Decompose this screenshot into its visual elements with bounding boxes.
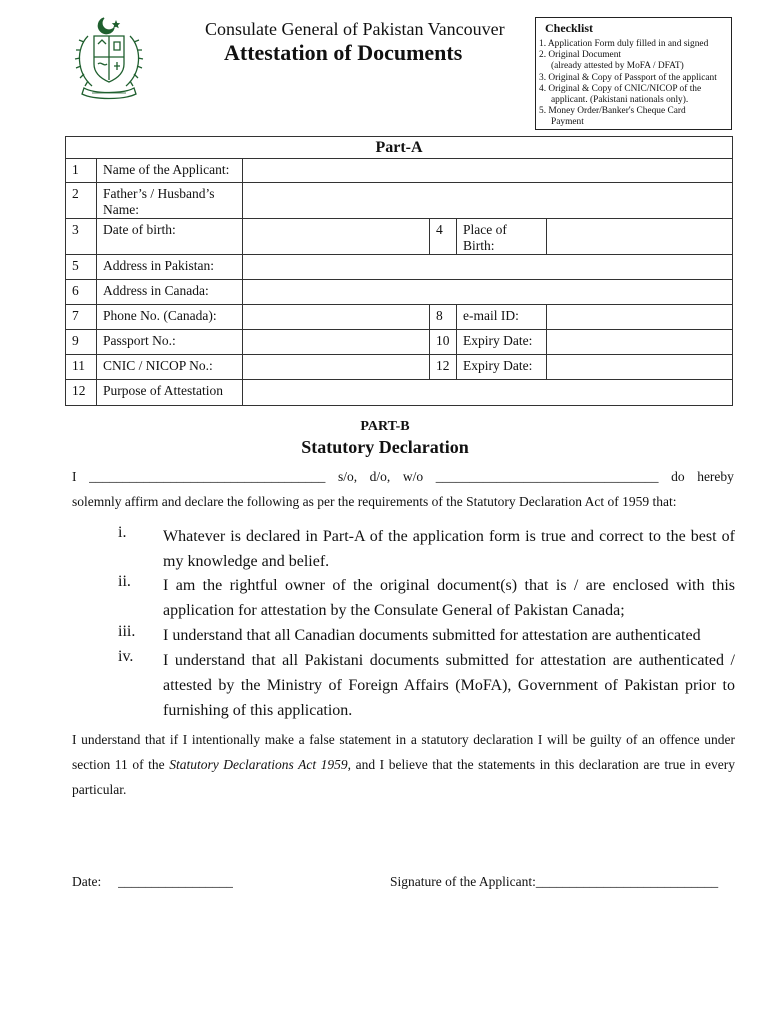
row-number: 3 — [66, 219, 97, 255]
item-text: Whatever is declared in Part-A of the application form is true and correct to the best of my knowledge and belief. — [163, 528, 735, 570]
row-number: 1 — [66, 159, 97, 183]
signature-line — [390, 874, 718, 890]
checklist-item: applicant. (Pakistani nationals only). — [551, 95, 689, 106]
purpose-label: Purpose of Attestation — [97, 380, 243, 406]
applicant-name-field[interactable] — [243, 159, 733, 183]
part-a-table — [65, 136, 733, 406]
signature-field[interactable]: ___________________________ — [535, 874, 719, 889]
warning-text-end: , and I believe that the statements in this declaration are true in every particular. — [72, 757, 735, 797]
part-b-title: Statutory Declaration — [301, 437, 469, 457]
declaration-intro: solemnly affirm and declare the following as per the requirements of the Statutory Declaration Act of 1959 that: — [72, 494, 677, 509]
passport-no-field[interactable] — [243, 330, 430, 355]
do-word: do — [671, 469, 685, 484]
checklist-item: 5. Money Order/Banker's Cheque Card — [539, 106, 686, 117]
passport-expiry-field[interactable] — [547, 330, 733, 355]
item-text: I understand that all Pakistani documents submitted for attestation are authenticated / attested by the Ministry of Foreign Affairs (MoFA), Government of Pakistan prior to furnishing of this application. — [163, 652, 735, 719]
phone-canada-label: Phone No. (Canada): — [97, 305, 243, 330]
passport-no-label: Passport No.: — [97, 330, 243, 355]
item-text: I am the rightful owner of the original document(s) that is / are enclosed with this application for attestation by the Consulate General of Pakistan Canada; — [163, 577, 735, 619]
consulate-name: Consulate General of Pakistan Vancouver — [205, 19, 505, 39]
wo-text: w/o — [402, 469, 424, 484]
address-pakistan-field[interactable] — [243, 255, 733, 280]
checklist-title: Checklist — [545, 21, 593, 35]
item-numeral: iv. — [118, 648, 134, 665]
false-statement-warning — [72, 727, 735, 802]
purpose-field[interactable] — [243, 380, 733, 406]
do-text: d/o, — [369, 469, 391, 484]
item-numeral: i. — [118, 524, 127, 541]
checklist-item: 3. Original & Copy of Passport of the applicant — [539, 72, 717, 83]
checklist-box — [535, 17, 732, 130]
relation-name-blank[interactable]: _________________________________ — [435, 469, 659, 484]
checklist-item: 2. Original Document — [539, 50, 622, 61]
pakistan-state-emblem-icon — [70, 14, 148, 102]
checklist-item: (already attested by MoFA / DFAT) — [551, 61, 684, 72]
row-number: 4 — [430, 219, 457, 255]
date-of-birth-label: Date of birth: — [97, 219, 243, 255]
row-number: 10 — [430, 330, 457, 355]
row-number: 5 — [66, 255, 97, 280]
checklist-item: 1. Application Form duly filled in and signed — [539, 39, 709, 49]
warning-text: I understand that if I intentionally make a false statement in a statutory declaration I will be guilty of an offence under section 11 of the — [72, 732, 735, 772]
checklist-item: 4. Original & Copy of CNIC/NICOP of the — [539, 83, 702, 94]
date-label: Date: — [72, 874, 102, 889]
date-of-birth-field[interactable] — [243, 219, 430, 255]
cnic-nicop-field[interactable] — [243, 355, 430, 380]
row-number: 12 — [66, 380, 97, 406]
row-number: 12 — [430, 355, 457, 380]
father-husband-name-label: Father’s / Husband’s Name: — [97, 183, 243, 219]
row-number: 6 — [66, 280, 97, 305]
item-numeral: iii. — [118, 623, 136, 640]
row-number: 9 — [66, 330, 97, 355]
cnic-expiry-label: Expiry Date: — [457, 355, 547, 380]
place-of-birth-label: Place of Birth: — [457, 219, 547, 255]
father-husband-name-field[interactable] — [243, 183, 733, 219]
applicant-name-label: Name of the Applicant: — [97, 159, 243, 183]
row-number: 7 — [66, 305, 97, 330]
act-name: Statutory Declarations Act 1959 — [169, 757, 348, 772]
address-pakistan-label: Address in Pakistan: — [97, 255, 243, 280]
so-text: s/o, — [337, 469, 358, 484]
place-of-birth-field[interactable] — [547, 219, 733, 255]
declarant-name-blank[interactable]: ___________________________________ — [89, 469, 326, 484]
address-canada-label: Address in Canada: — [97, 280, 243, 305]
cnic-expiry-field[interactable] — [547, 355, 733, 380]
hereby-word: hereby — [697, 469, 734, 484]
declaration-name-line — [72, 469, 734, 485]
part-a-heading: Part-A — [66, 137, 733, 159]
item-text: I understand that all Canadian documents submitted for attestation are authenticated — [163, 627, 701, 644]
signature-label: Signature of the Applicant: — [390, 874, 536, 889]
row-number: 8 — [430, 305, 457, 330]
checklist-item: Payment — [551, 117, 584, 128]
date-line — [72, 874, 233, 890]
cnic-nicop-label: CNIC / NICOP No.: — [97, 355, 243, 380]
document-title: Attestation of Documents — [224, 40, 463, 65]
part-b-label: PART-B — [360, 419, 410, 434]
declaration-i: I — [72, 469, 77, 484]
item-numeral: ii. — [118, 573, 131, 590]
address-canada-field[interactable] — [243, 280, 733, 305]
row-number: 2 — [66, 183, 97, 219]
email-label: e-mail ID: — [457, 305, 547, 330]
phone-canada-field[interactable] — [243, 305, 430, 330]
date-field[interactable]: _________________ — [118, 874, 233, 889]
row-number: 11 — [66, 355, 97, 380]
passport-expiry-label: Expiry Date: — [457, 330, 547, 355]
email-field[interactable] — [547, 305, 733, 330]
